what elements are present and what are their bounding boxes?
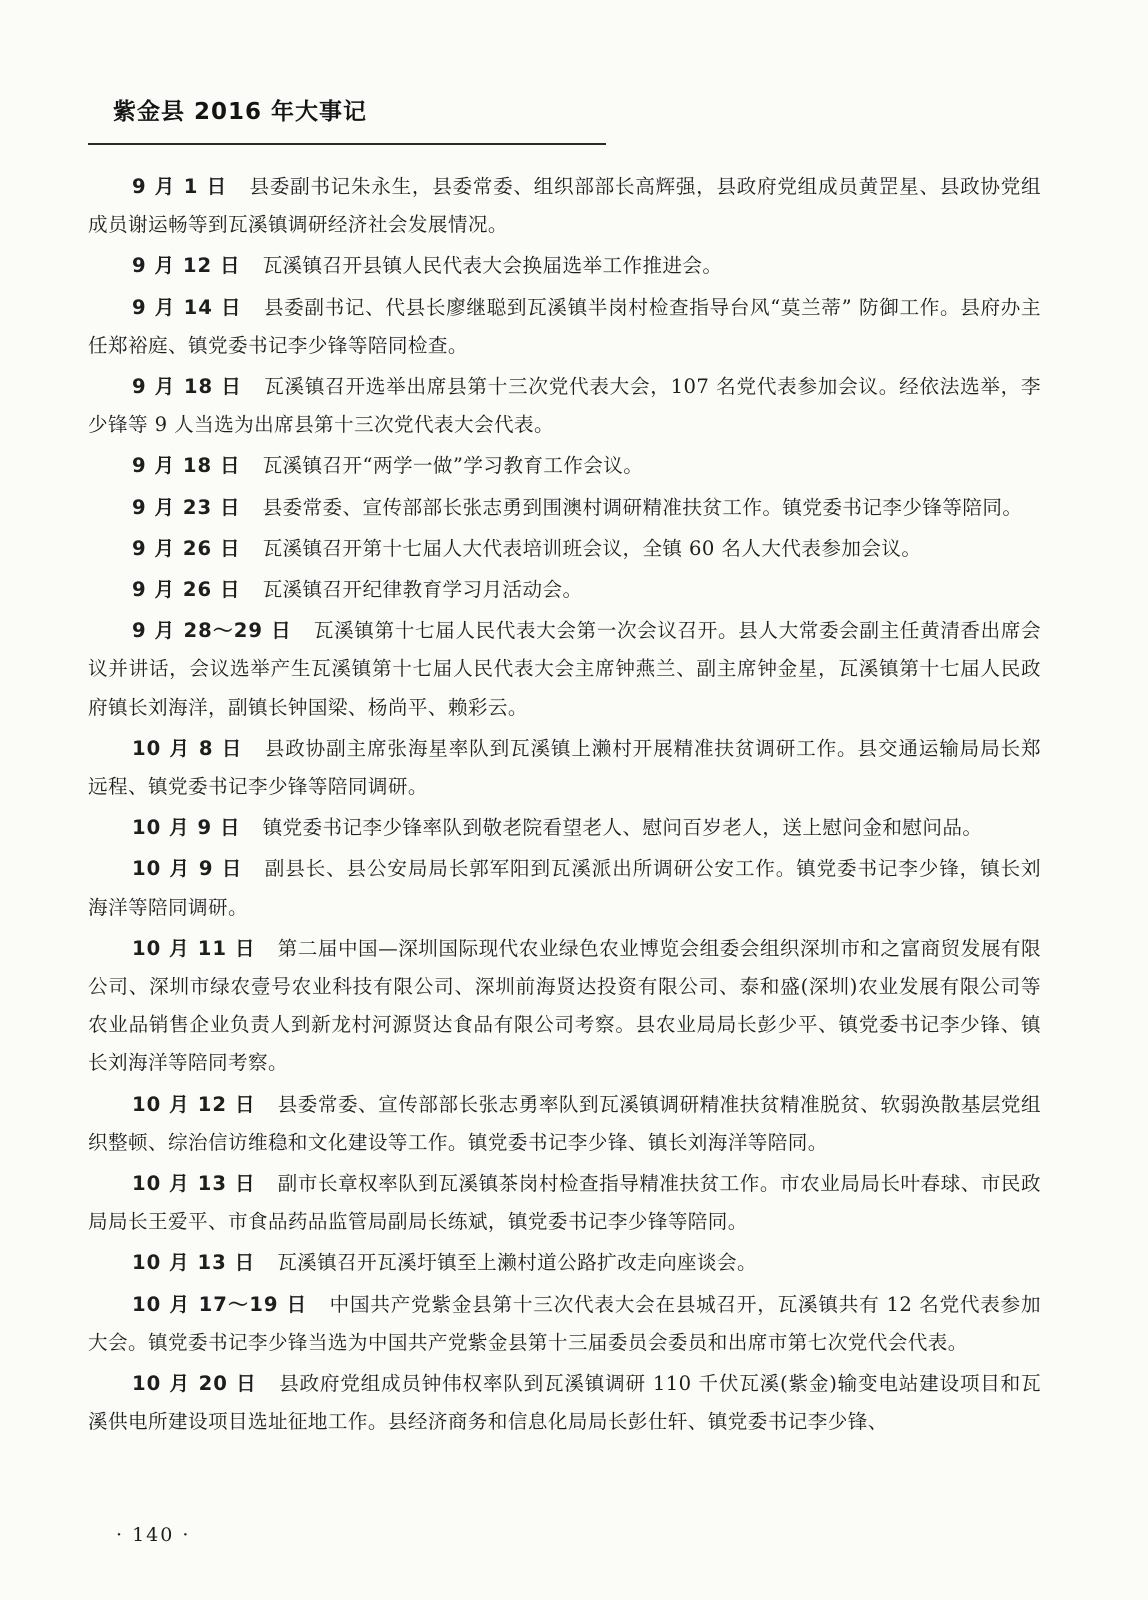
chronicle-entry (88, 289, 1041, 365)
chronicle-entry (88, 247, 1041, 285)
entry-text: 县委常委、宣传部部长张志勇率队到瓦溪镇调研精准扶贫精准脱贫、软弱涣散基层党组织整顿、综治信访维稳和文化建设等工作。镇党委书记李少锋、镇长刘海洋等陪同。 (88, 1092, 1041, 1154)
entry-date: 9 月 1 日 (132, 175, 228, 198)
entry-text: 瓦溪镇召开选举出席县第十三次党代表大会，107 名党代表参加会议。经依法选举，李少锋等 9 人当选为出席县第十三次党代表大会代表。 (88, 375, 1041, 437)
entry-date: 10 月 9 日 (132, 816, 241, 840)
chronicle-entry (88, 612, 1041, 727)
entry-text: 镇党委书记李少锋率队到敬老院看望老人、慰问百岁老人，送上慰问金和慰问品。 (262, 816, 983, 840)
entry-date: 9 月 28～29 日 (132, 619, 292, 643)
entry-date: 10 月 17～19 日 (132, 1292, 308, 1316)
entry-text: 中国共产党紫金县第十三次代表大会在县城召开，瓦溪镇共有 12 名党代表参加大会。镇党委书记李少锋当选为中国共产党紫金县第十三届委员会委员和出席市第七次党代会代表。 (88, 1292, 1041, 1354)
page-header-title: 紫金县 2016 年大事记 (113, 99, 368, 125)
entry-date: 9 月 12 日 (132, 254, 241, 278)
chronicle-entry (88, 530, 1041, 568)
entry-date: 9 月 18 日 (132, 375, 243, 399)
entry-text: 副县长、县公安局局长郭军阳到瓦溪派出所调研公安工作。镇党委书记李少锋，镇长刘海洋等陪同调研。 (88, 857, 1041, 919)
entry-date: 10 月 9 日 (132, 857, 243, 881)
entry-text: 瓦溪镇召开“两学一做”学习教育工作会议。 (262, 454, 644, 478)
chronicle-entry (88, 1244, 1041, 1282)
header-rule (88, 143, 606, 145)
entry-date: 10 月 13 日 (132, 1251, 256, 1275)
entry-date: 10 月 12 日 (132, 1092, 256, 1116)
chronicle-entry (88, 447, 1041, 485)
entry-date: 9 月 26 日 (132, 578, 241, 602)
chronicle-entry (88, 168, 1041, 244)
chronicle-entry (88, 1365, 1041, 1441)
entry-date: 10 月 11 日 (132, 936, 256, 960)
entry-date: 9 月 23 日 (132, 495, 241, 519)
chronicle-entry (88, 809, 1041, 847)
entry-date: 10 月 20 日 (132, 1372, 258, 1396)
chronicle-entry (88, 1165, 1041, 1241)
entry-date: 9 月 26 日 (132, 536, 241, 560)
entry-date: 10 月 8 日 (132, 736, 243, 760)
entry-date: 10 月 13 日 (132, 1172, 256, 1196)
chronicle-entry (88, 930, 1041, 1083)
entry-text: 县政协副主席张海星率队到瓦溪镇上濑村开展精准扶贫调研工作。县交通运输局局长郑远程、镇党委书记李少锋等陪同调研。 (88, 736, 1041, 799)
entry-text: 县委常委、宣传部部长张志勇到围澳村调研精准扶贫工作。镇党委书记李少锋等陪同。 (262, 495, 1023, 519)
entry-text: 县政府党组成员钟伟权率队到瓦溪镇调研 110 千伏瓦溪(紫金)输变电站建设项目和瓦溪供电所建设项目选址征地工作。县经济商务和信息化局局长彭仕轩、镇党委书记李少锋、 (88, 1372, 1042, 1434)
entry-text: 副市长章权率队到瓦溪镇茶岗村检查指导精准扶贫工作。市农业局局长叶春球、市民政局局长王爱平、市食品药品监管局副局长练斌，镇党委书记李少锋等陪同。 (88, 1172, 1041, 1234)
chronicle-entry (88, 489, 1041, 527)
entry-text: 县委副书记朱永生，县委常委、组织部部长高辉强，县政府党组成员黄罡星、县政协党组成员谢运畅等到瓦溪镇调研经济社会发展情况。 (88, 175, 1041, 237)
entry-date: 9 月 14 日 (132, 295, 242, 319)
entry-text: 瓦溪镇召开纪律教育学习月活动会。 (262, 578, 583, 602)
chronicle-entry (88, 730, 1041, 806)
entry-text: 第二届中国—深圳国际现代农业绿色农业博览会组委会组织深圳市和之富商贸发展有限公司、深圳市绿农壹号农业科技有限公司、深圳前海贤达投资有限公司、泰和盛(深圳)农业发展有限公司等农业品销售企业负责人到新龙村河源贤达食品有限公司考察。县农业局局长彭少平、镇党委书记李少锋、镇长刘海洋等陪同考察。 (88, 936, 1041, 1075)
entry-text: 县委副书记、代县长廖继聪到瓦溪镇半岗村检查指导台风“莫兰蒂” 防御工作。县府办主任郑裕庭、镇党委书记李少锋等陪同检查。 (88, 295, 1041, 357)
chronicle-entry (88, 368, 1041, 444)
page-number: · 140 · (116, 1524, 191, 1546)
entry-text: 瓦溪镇召开县镇人民代表大会换届选举工作推进会。 (262, 254, 723, 278)
entry-text: 瓦溪镇召开瓦溪圩镇至上濑村道公路扩改走向座谈会。 (277, 1251, 758, 1275)
entry-date: 9 月 18 日 (132, 454, 241, 478)
entry-text: 瓦溪镇召开第十七届人大代表培训班会议，全镇 60 名人大代表参加会议。 (262, 536, 922, 560)
chronicle-entries (88, 168, 1041, 1445)
entry-text: 瓦溪镇第十七届人民代表大会第一次会议召开。县人大常委会副主任黄清香出席会议并讲话，会议选举产生瓦溪镇第十七届人民代表大会主席钟燕兰、副主席钟金星，瓦溪镇第十七届人民政府镇长刘海洋，副镇长钟国梁、杨尚平、赖彩云。 (88, 619, 1041, 719)
chronicle-entry (88, 571, 1041, 609)
chronicle-entry (88, 1286, 1041, 1362)
chronicle-entry (88, 1086, 1041, 1162)
chronicle-entry (88, 850, 1041, 926)
